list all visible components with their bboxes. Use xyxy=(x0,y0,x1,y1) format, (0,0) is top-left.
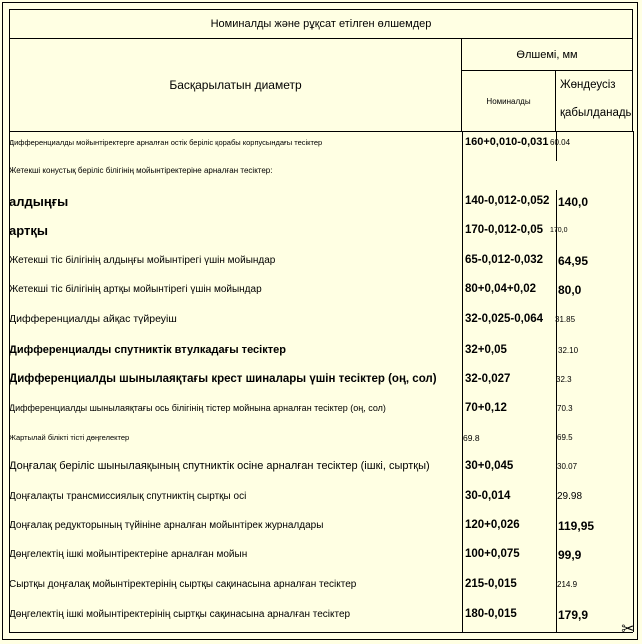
nominal-column-divider xyxy=(462,131,463,632)
row-repair-value: 31.85 xyxy=(555,315,576,324)
row-description: алдыңғы xyxy=(9,193,69,209)
row-description: Доңғалақ редукторының түйініне арналған мойынтірек журналдары xyxy=(9,519,324,531)
row-nominal-value: 170-0,012-0,05 xyxy=(465,223,544,236)
header-controlled-diameter: Басқарылатын диаметр xyxy=(9,39,462,131)
row-nominal-value: 30-0,014 xyxy=(465,489,511,502)
row-repair-value: 30.07 xyxy=(557,462,578,471)
row-repair-value: 140,0 xyxy=(558,194,589,209)
row-nominal-value: 120+0,026 xyxy=(465,518,520,531)
row-repair-value: 80,0 xyxy=(558,282,582,297)
row-nominal-value: 215-0,015 xyxy=(465,577,517,590)
row-repair-value: 70.3 xyxy=(557,404,573,413)
header-divider xyxy=(9,131,633,132)
row-nominal-value: 80+0,04+0,02 xyxy=(465,282,536,295)
row-description: Дөңгелектің ішкі мойынтіректерінің сыртқы сақинасына арналған тесіктер xyxy=(9,608,351,620)
row-repair-value: 32.10 xyxy=(558,346,579,355)
row-nominal-value: 100+0,075 xyxy=(465,547,520,560)
row-nominal-value: 65-0,012-0,032 xyxy=(465,253,544,266)
header-repair-line-2: қабылданады xyxy=(560,107,634,119)
row-description: Жартылай білікті тісті дөңгелектер xyxy=(9,433,130,443)
row-repair-value: 32.3 xyxy=(556,375,572,384)
header-repair-line-1: Жөндеусіз xyxy=(560,79,616,91)
row-repair-value: 64,95 xyxy=(558,253,589,268)
table-title: Номиналды және рұқсат етілген өлшемдер xyxy=(9,9,633,39)
row-nominal-value: 30+0,045 xyxy=(465,459,514,472)
row-nominal-value: 160+0,010-0,031 xyxy=(465,136,549,149)
row-description: Дөңгелектің ішкі мойынтіректеріне арналған мойын xyxy=(9,548,248,560)
row-nominal-value: 140-0,012-0,052 xyxy=(465,194,550,207)
row-nominal-value: 32+0,05 xyxy=(465,343,507,356)
row-description: Доңғалақты трансмиссиялық спутниктің сыртқы осі xyxy=(9,490,247,502)
row-nominal-value: 70+0,12 xyxy=(465,401,507,414)
row-description: Доңғалақ беріліс шынылаяқының спутниктік осіне арналған тесіктер (ішкі, сыртқы) xyxy=(9,460,430,473)
row-description: Дифференциалды айқас түйреуіш xyxy=(9,313,177,326)
row-nominal-value: 32-0,027 xyxy=(465,372,511,385)
row-repair-value: 69.5 xyxy=(557,433,573,442)
row-repair-value: 179,9 xyxy=(558,607,589,622)
row-description: Жетекші тіс білігінің алдыңғы мойынтірегі үшін мойындар xyxy=(9,254,276,266)
header-nominal: Номиналды xyxy=(462,71,556,131)
row-nominal-value: 180-0,015 xyxy=(465,607,517,620)
row-repair-value: 214.9 xyxy=(557,580,578,589)
row-description: Жетекші конустық беріліс білігінің мойынтіректеріне арналған тесіктер: xyxy=(9,166,273,175)
row-nominal-value: 69.8 xyxy=(463,432,480,443)
row-repair-value: 170,0 xyxy=(550,226,568,234)
row-repair-value: 60.04 xyxy=(550,138,571,147)
row-repair-value: 29.98 xyxy=(557,490,583,502)
row-description: Дифференциалды спутниктік втулкадағы тесіктер xyxy=(9,344,286,357)
row-description: Жетекші тіс білігінің артқы мойынтірегі үшін мойындар xyxy=(9,283,262,295)
row-repair-value: 99,9 xyxy=(558,547,582,562)
row-description: Дифференциалды мойынтіректерге арналған остік беріліс қорабы корпусындағы тесіктер xyxy=(9,138,323,148)
row-nominal-value: 32-0,025-0,064 xyxy=(465,312,544,325)
row-description: Дифференциалды шынылаяқтағы ось білігінің тістер мойнына арналған тесіктер (оң, сол) xyxy=(9,403,386,414)
table-bottom-border xyxy=(9,632,633,633)
row-description: Дифференциалды шынылаяқтағы крест шиналары үшін тесіктер (оң, сол) xyxy=(9,372,437,385)
tools-icon[interactable]: ✂ xyxy=(621,621,635,638)
row-description: артқы xyxy=(9,222,48,238)
right-border xyxy=(633,131,634,632)
header-acceptable-without-repair xyxy=(556,71,633,131)
row-repair-value: 119,95 xyxy=(558,518,595,533)
row-description: Сыртқы доңғалақ мойынтіректерінің сыртқы сақинасына арналған тесіктер xyxy=(9,578,357,590)
header-size-mm: Өлшемі, мм xyxy=(462,39,633,71)
